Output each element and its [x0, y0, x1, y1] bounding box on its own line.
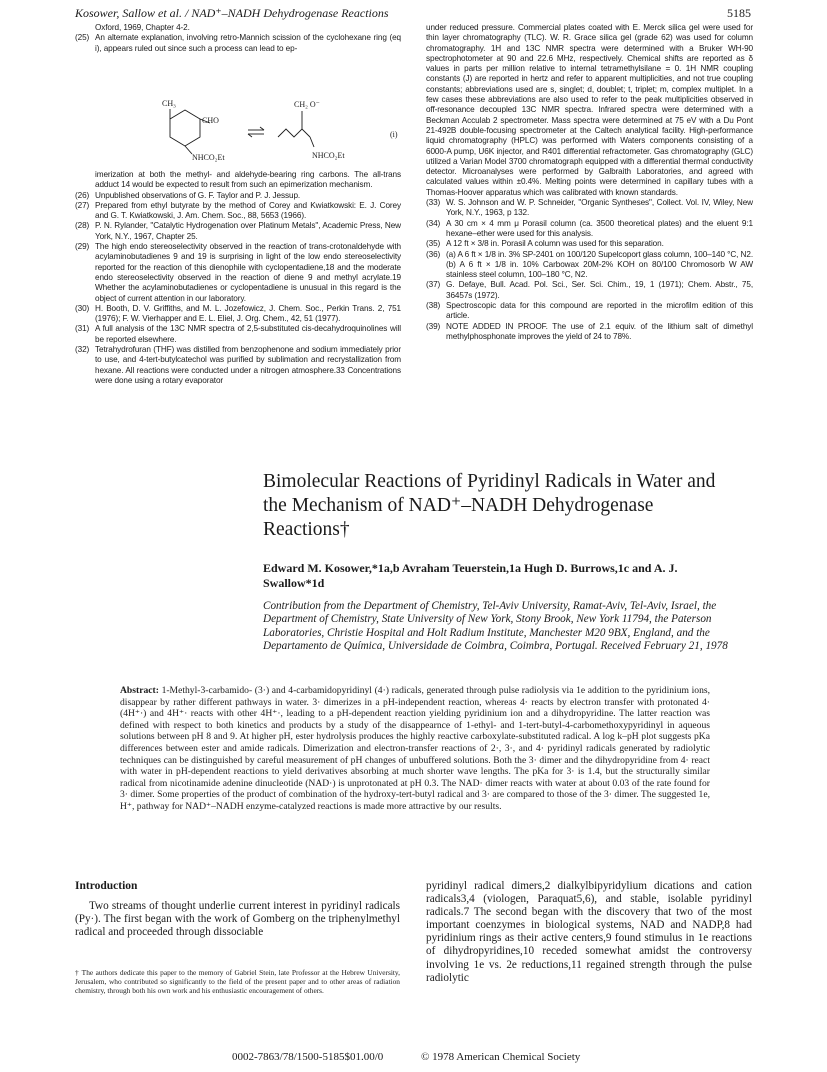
reference-item: imerization at both the methyl- and aldehyde-bearing ring carbons. The all-trans adduct 14 would be expected to result from such an epimerization mechanism. [95, 170, 401, 190]
reference-item: (35) A 12 ft × 3/8 in. Porasil A column was used for this separation. [426, 239, 664, 249]
running-title: Kosower, Sallow et al. / NAD⁺–NADH Dehydrogenase Reactions [75, 6, 389, 20]
reference-item: (39) NOTE ADDED IN PROOF. The use of 2.1 equiv. of the lithium salt of dimethyl methylphosphonate improves the yield of 24 to 78%. [426, 321, 753, 341]
reference-item: (26) Unpublished observations of G. F. Taylor and P. J. Jessup. [75, 190, 301, 200]
abstract-text: 1-Methyl-3-carbamido- (3·) and 4-carbamidopyridinyl (4·) radicals, generated through pulse radiolysis via 1e addition to the pyridinium ions, disappear by rather different pathways in water. 3· dimerizes in a pH-independent reaction, whereas 4· reacts by electron transfer with protonated 4· (4H⁺·) and 4H⁺· reacts with other 4H⁺·, leading to a pH-dependent reaction yielding pyridinium ion and a dihydropyridine. The latter reaction was defined with respect to both kinetics and products by a study of the disappearnce of 1-ethyl- and 1-tert-butyl-4-carbomethoxypyridinyl in aqueous solutions between pH 8 and 9. At higher pH, ester hydrolysis produces the highly reactive carboxylate-substituted radical. A log k–pH plot suggests pKa differences between ester and amide radicals. Dimerization and electron-transfer reactions of 2·, 3·, and 4· pyridinyl radicals generated by radiolytic techniques can be distinguished by careful measurement of pH changes of unbuffered solutions. Both the 3· dimer and the dihydropyridine from 4· react with water in pH-dependent reactions to yield derivatives absorbing at much shorter wave lengths. The pKa for 3· is 1.4, but the structurally similar radical from nicotinamide adenine dinucleotide (NAD·) is unprotonated at pH 0.3. The NAD· dimer reacts with water at about 0.03 of the rate found for 3· dimer. Some properties of the product of combination of the hydroxy-tert-butyl radical and 3· are compared to those of the 3· dimer. The suggested 1e, H⁺, pathway for NAD⁺–NADH enzyme-catalyzed reactions is made more attractive by our results. [120, 685, 711, 812]
introduction-right-text: pyridinyl radical dimers,2 dialkylbipyridylium dications and cation radicals3,4 (viologen, Paraquat5,6), and stable, isolable pyridinyl radicals.7 The second began with the discovery that two of the most important coenzymes in biological systems, NAD and NADP,8 had pyridinium rings as their active centers,9 found stimulus in 1e reactions of dihydropyridines,10 receded somewhat amidst the controversy involving 1e vs. 2e reductions,11 regained strength through the pulse radiolytic [426, 880, 752, 984]
reference-item: (38) Spectroscopic data for this compound are reported in the microfilm edition of this article. [426, 301, 753, 321]
reference-item: (37) G. Defaye, Bull. Acad. Pol. Sci., Ser. Sci. Chim., 19, 1 (1971); Chem. Abstr., 75, 36457s (1972). [426, 280, 753, 300]
copyright: © 1978 American Chemical Society [421, 1051, 581, 1063]
ch2-o-label: CH₂ O⁻ [294, 100, 320, 109]
right-refs [426, 23, 753, 342]
retro-mannich-scheme [140, 97, 410, 165]
abstract-label: Abstract: [120, 685, 159, 696]
article-title: Bimolecular Reactions of Pyridinyl Radicals in Water and the Mechanism of NAD⁺–NADH Dehydrogenase Reactions† [263, 471, 716, 540]
reference-item: (30) H. Booth, D. V. Griffiths, and M. L. Jozefowicz, J. Chem. Soc., Perkin Trans. 2, 751 (1976); F. W. Vierhapper and E. L. Eliel, J. Org. Chem., 42, 51 (1977). [75, 303, 401, 324]
nhco2et-label-left: NHCO₂Et [192, 153, 225, 162]
reference-item: (25) An alternate explanation, involving retro-Mannich scission of the cyclohexane ring (eq i), appears ruled out since such a process can lead to ep- [75, 33, 401, 53]
journal-code: 0002-7863/78/1500-5185$01.00/0 [232, 1051, 384, 1063]
equation-number: (i) [390, 130, 398, 139]
nhco2et-label-right: NHCO₂Et [312, 151, 345, 160]
reference-item: (28) P. N. Rylander, "Catalytic Hydrogenation over Platinum Metals", Academic Press, New York, N.Y., 1967, Chapter 25. [75, 221, 401, 241]
abstract [120, 685, 710, 813]
introduction-left-text: Two streams of thought underlie current interest in pyridinyl radicals (Py·). The first began with the work of Gomberg on the triphenylmethyl radical and proceeded through dissociable [75, 900, 400, 939]
reference-item: (27) Prepared from ethyl butyrate by the method of Corey and Kwiatkowski: E. J. Corey and G. T. Kwiatkowski, J. Am. Chem. Soc., 88, 5653 (1966). [75, 200, 401, 221]
dedication-footnote: † The authors dedicate this paper to the memory of Gabriel Stein, late Professor at the Hebrew University, Jerusalem, who contributed so significantly to the field of the present paper and to other areas of radiation chemistry, through both his own work and his enthusiastic encouragement of others. [75, 968, 400, 995]
cho-label: CHO [202, 116, 219, 125]
ch3-label: CH₃ [162, 99, 176, 108]
reference-item: (29) The high endo stereoselectivity observed in the reaction of trans-crotonaldehyde with acylaminobutadienes 9 and 19 is surprising in light of the low endo stereoselectivity reported for the reaction of this dienophile with cyclopentadiene,18 and the moderate endo stereoselectivity observed in the reaction of diene 9 and methyl acrylate.19 Whether the acylaminobutadienes or cyclopentadiene is unusual in this regard is the object of current attention in our laboratory. [75, 242, 401, 303]
reference-item: under reduced pressure. Commercial plates coated with E. Merck silica gel were used for thin layer chromatography (TLC). W. R. Grace silica gel (grade 62) was used for column chromatography. 1H and 13C NMR spectra were determined with a Bruker WH-90 spectrophotometer at 90 and 22.6 MHz, respectively. Chemical shifts are reported as δ values in parts per million relative to internal tetramethylsilane = 0. 1H NMR coupling constants (J) are reported in hertz and refer to apparent multiplicities, and not true coupling constants; abbreviations used are s, singlet; d, doublet; t, triplet; m, complex multiplet. In a few cases these abbreviations are also used to refer to the peak multiplicities observed in off-resonance decoupled 13C NMR spectra. Infrared spectra were determined with a Beckman Acculab 2 spectrometer. Mass spectra were determined at 75 eV with a Du Pont 21-492B double-focusing spectrometer at the Caltech analytical facility. High-performance liquid chromatography (HPLC) was performed with Waters components consisting of a 6000-A pump, U6K injector, and R401 differential refractometer. Gas chromatography (GLC) utilized a Varian Model 3700 chromatograph equipped with a differential thermal conductivity detector. Microanalyses were performed by Galbraith Laboratories, and agreed with calculated values within ±0.4%. Melting points were determined in capillary tubes with a Thomas-Hoover apparatus which was calibrated with known standards. [426, 23, 753, 197]
reference-item: (36) (a) A 6 ft × 1/8 in. 3% SP-2401 on 100/120 Supelcoport glass column, 100–140 °C, N2. (b) A 6 ft × 1/8 in. 10% Carbowax 20M-2% KOH on 80/100 Chromosorb W AW stainless steel column, 100–180 °C, N2. [426, 249, 753, 280]
reference-item: (34) A 30 cm × 4 mm μ Porasil column (ca. 3500 theoretical plates) and the eluent 9:1 hexane–ether were used for this analysis. [426, 218, 753, 238]
left-refs-bottom [75, 170, 401, 386]
introduction-heading: Introduction [75, 880, 138, 892]
reference-item: (33) W. S. Johnson and W. P. Schneider, "Organic Syntheses", Collect. Vol. IV, Wiley, New York, N.Y., 1963, p 132. [426, 198, 753, 218]
article-authors: Edward M. Kosower,*1a,b Avraham Teuerstein,1a Hugh D. Burrows,1c and A. J. Swallow*1d [263, 561, 678, 590]
page-number: 5185 [727, 6, 751, 20]
left-refs-top [75, 23, 401, 54]
reference-item: (32) Tetrahydrofuran (THF) was distilled from benzophenone and sodium immediately prior to use, and 4-tert-butylcatechol was purified by sublimation and recrystallization from hexane. All reactions were conducted under a nitrogen atmosphere.33 Concentrations were done using a rotary evaporator [75, 345, 401, 385]
author-affiliation: Contribution from the Department of Chemistry, Tel-Aviv University, Ramat-Aviv, Tel-Aviv, Israel, the Department of Chemistry, State University of New York, Stony Brook, New York 11794, the Paterson Laboratories, Christie Hospital and Holt Radium Institute, Manchester M20 9BX, England, and the Departamento de Química, Universidade de Coimbra, Coimbra, Portugal. Received February 21, 1978 [263, 600, 728, 653]
reference-item: Oxford, 1969, Chapter 4-2. [95, 23, 190, 32]
reference-item: (31) A full analysis of the 13C NMR spectra of 2,5-substituted cis-decahydroquinolines will be reported elsewhere. [75, 324, 401, 344]
